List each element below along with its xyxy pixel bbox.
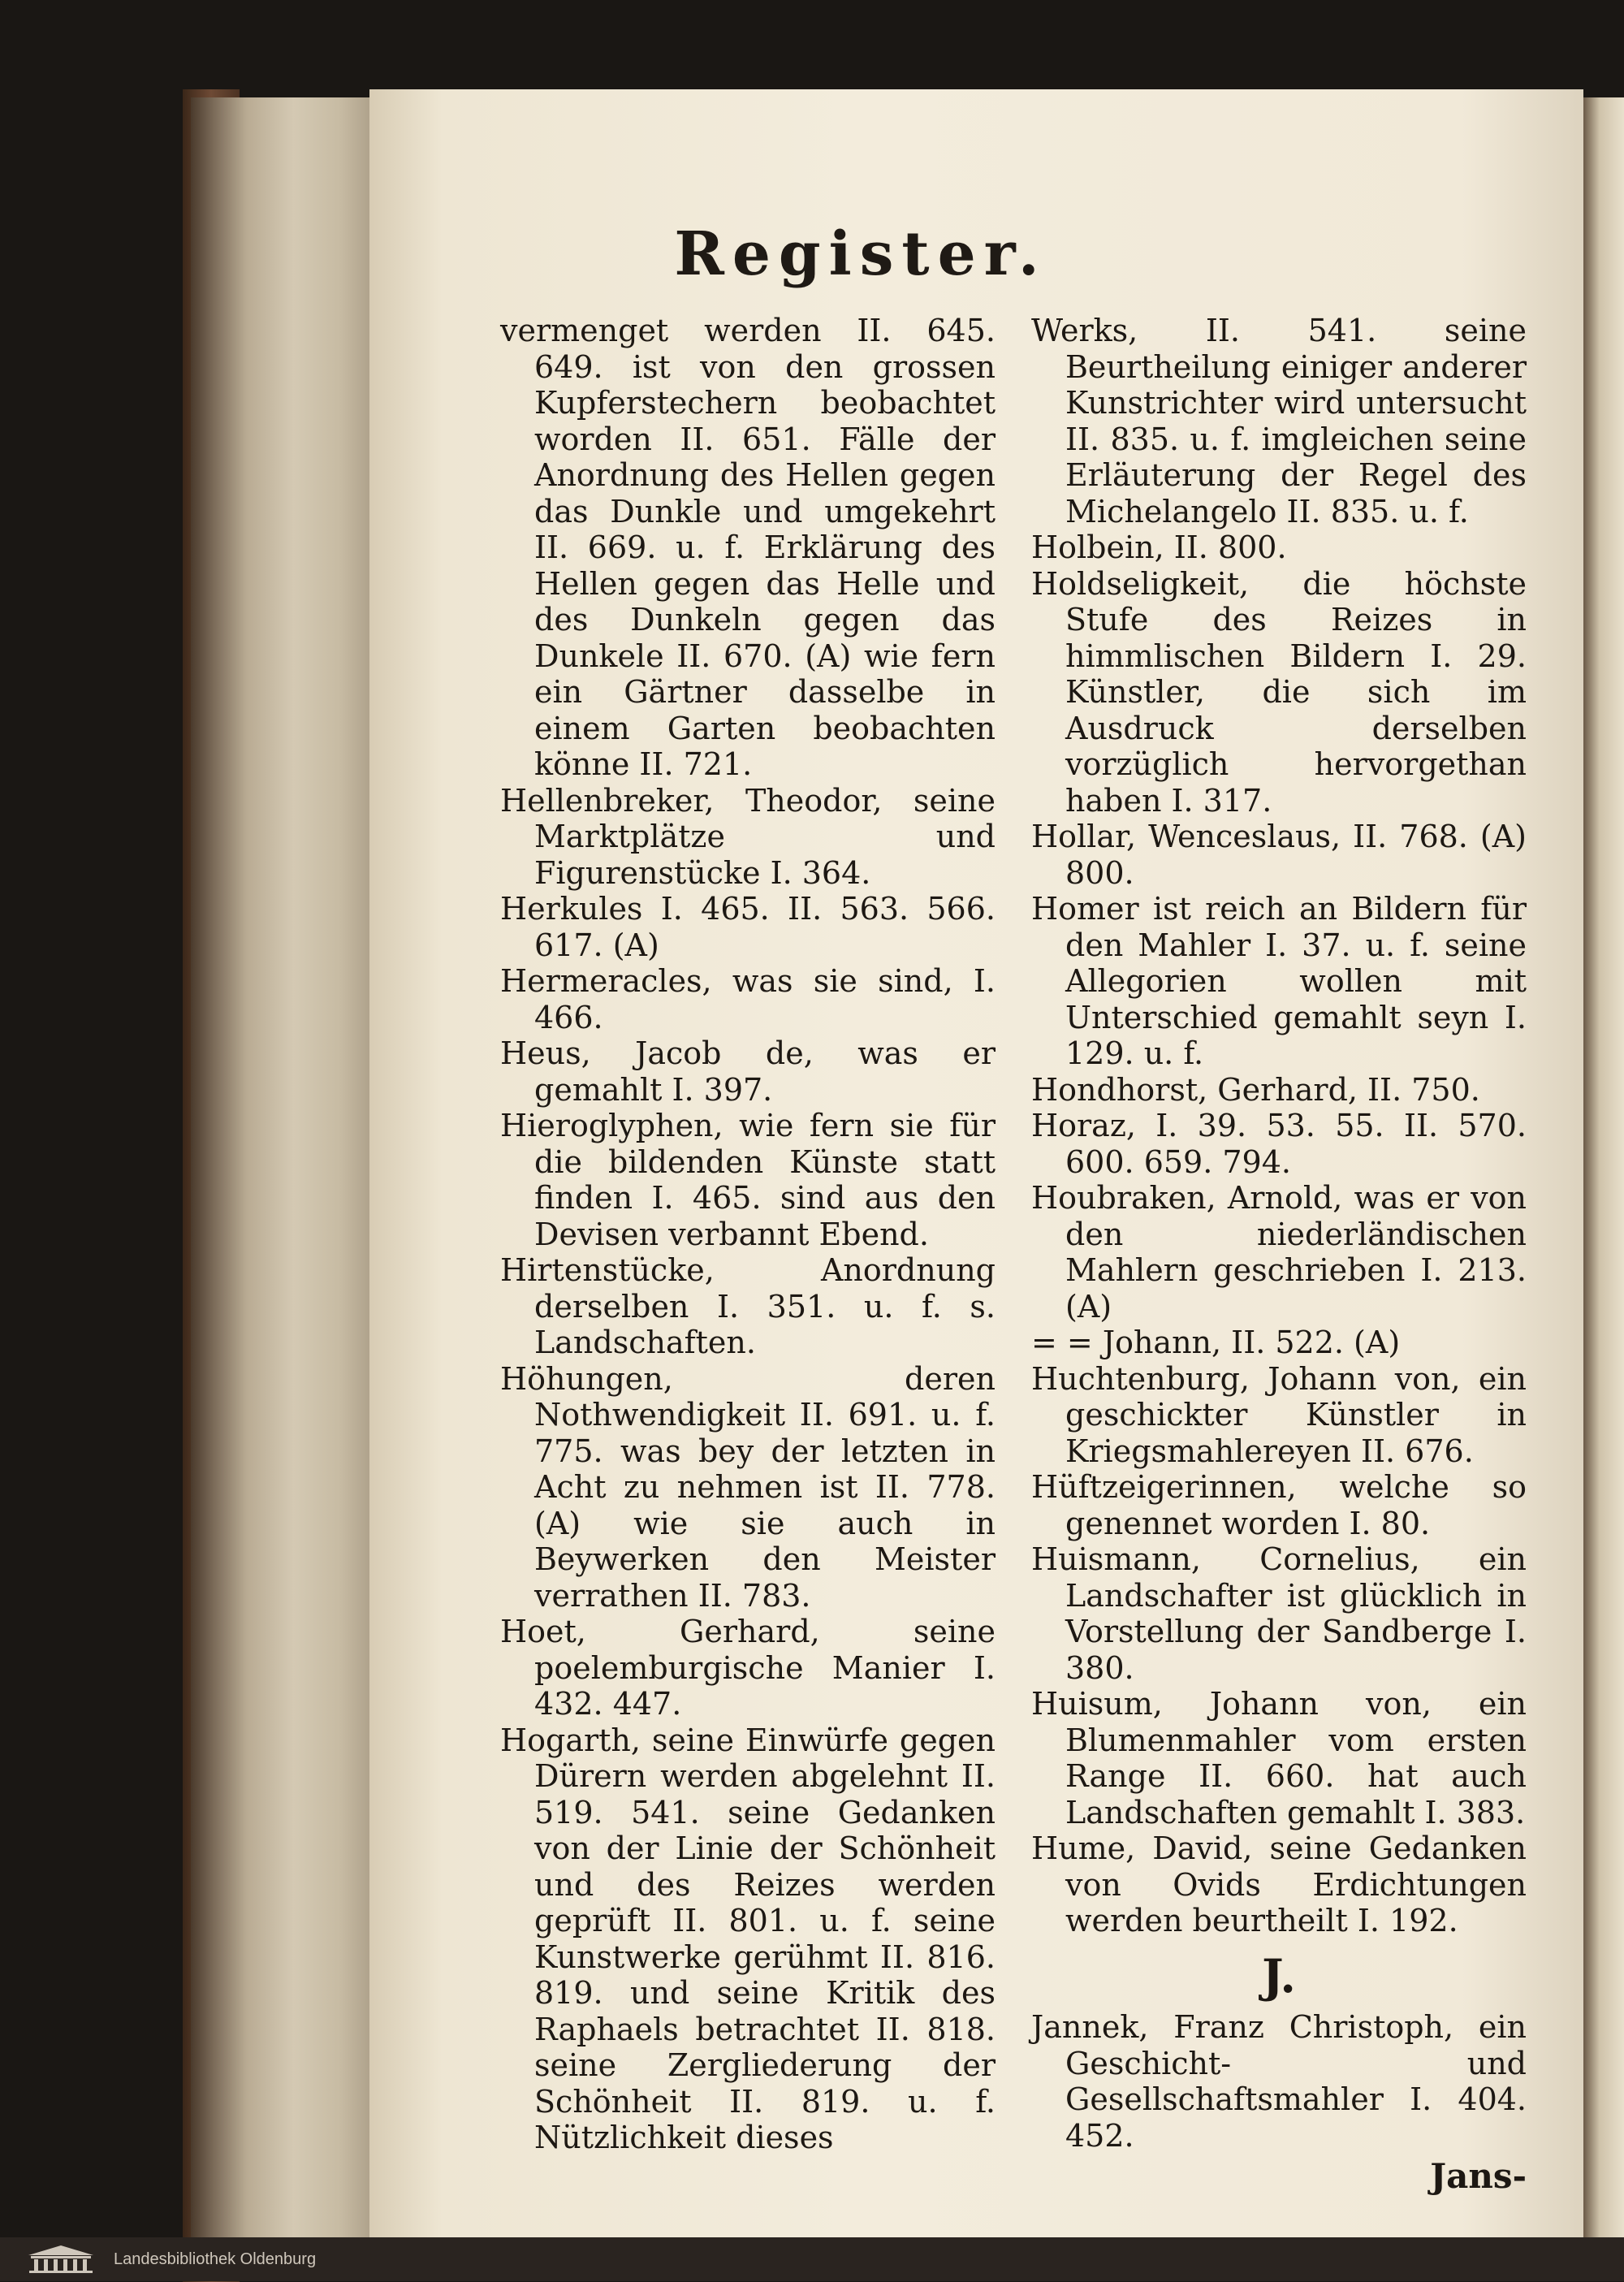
- register-entry: Hüftzeigerinnen, welche so genennet worden I. 80.: [1031, 1469, 1527, 1541]
- section-letter: J.: [1262, 1949, 1296, 2003]
- register-entry: Hoet, Gerhard, seine poelemburgische Manier I. 432. 447.: [500, 1614, 996, 1722]
- register-entry: Hirtenstücke, Anordnung derselben I. 351. u. f. s. Landschaften.: [500, 1252, 996, 1360]
- register-entry: Hollar, Wenceslaus, II. 768. (A) 800.: [1031, 819, 1527, 891]
- register-entry: Hermeracles, was sie sind, I. 466.: [500, 963, 996, 1035]
- register-entry: Homer ist reich an Bildern für den Mahler I. 37. u. f. seine Allegorien wollen mit Unterschied gemahlt seyn I. 129. u. f.: [1031, 891, 1527, 1071]
- library-building-icon: [24, 2244, 97, 2275]
- register-entry: Höhungen, deren Nothwendigkeit II. 691. u. f. 775. was bey der letzten in Acht zu nehmen ist II. 778. (A) wie sie auch in Beywerken den Meister verrathen II. 783.: [500, 1360, 996, 1614]
- register-entry: Horaz, I. 39. 53. 55. II. 570. 600. 659. 794.: [1031, 1108, 1527, 1180]
- register-entry: Hume, David, seine Gedanken von Ovids Erdichtungen werden beurtheilt I. 192.: [1031, 1830, 1527, 1938]
- register-entry: Heus, Jacob de, was er gemahlt I. 397.: [500, 1035, 996, 1108]
- library-name: Landesbibliothek Oldenburg: [114, 2250, 317, 2268]
- register-entry: Holdseligkeit, die höchste Stufe des Reizes in himmlischen Bildern I. 29. Künstler, die sich im Ausdruck derselben vorzüglich hervorgethan haben I. 317.: [1031, 565, 1527, 819]
- catchword: Jans-: [1430, 2156, 1527, 2196]
- library-footer: [0, 2237, 1624, 2281]
- register-entry: Werks, II. 541. seine Beurtheilung einiger anderer Kunstrichter wird untersucht II. 835. u. f. imgleichen seine Erläuterung der Regel des Michelangelo II. 835. u. f.: [1031, 313, 1527, 529]
- page-header: Register.: [674, 219, 1047, 289]
- register-entry: Huchtenburg, Johann von, ein geschickter Künstler in Kriegsmahlereyen II. 676.: [1031, 1360, 1527, 1469]
- left-column: [500, 313, 996, 2156]
- right-column: [1031, 313, 1527, 2195]
- register-entry: Hogarth, seine Einwürfe gegen Dürern werden abgelehnt II. 519. 541. seine Gedanken von der Linie der Schönheit und des Reizes werden geprüft II. 801. u. f. seine Kunstwerke gerühmt II. 816. 819. und seine Kritik des Raphaels betrachtet II. 818. seine Zergliederung der Schönheit II. 819. u. f. Nützlichkeit dieses: [500, 1722, 996, 2155]
- register-entry: Hellenbreker, Theodor, seine Marktplätze und Figurenstücke I. 364.: [500, 782, 996, 891]
- register-entry: vermenget werden II. 645. 649. ist von den grossen Kupferstechern beobachtet worden II. 651. Fälle der Anordnung des Hellen gegen das Dunkle und umgekehrt II. 669. u. f. Erklärung des Hellen gegen das Helle und des Dunkeln gegen das Dunkele II. 670. (A) wie fern ein Gärtner dasselbe in einem Garten beobachten könne II. 721.: [500, 313, 996, 782]
- register-entry: = = Johann, II. 522. (A): [1031, 1325, 1401, 1360]
- register-entry: Jannek, Franz Christoph, ein Geschicht- und Gesellschaftsmahler I. 404. 452.: [1031, 2009, 1527, 2154]
- register-entry: Huisum, Johann von, ein Blumenmahler vom ersten Range II. 660. hat auch Landschaften gemahlt I. 383.: [1031, 1686, 1527, 1830]
- register-entry: Houbraken, Arnold, was er von den niederländischen Mahlern geschrieben I. 213. (A): [1031, 1180, 1527, 1325]
- register-entry: Hondhorst, Gerhard, II. 750.: [1031, 1071, 1480, 1108]
- facing-page-edge: [1583, 97, 1624, 2241]
- register-entry: Herkules I. 465. II. 563. 566. 617. (A): [500, 891, 996, 963]
- page-block-edge: [191, 97, 378, 2274]
- register-entry: Huismann, Cornelius, ein Landschafter ist glücklich in Vorstellung der Sandberge I. 380.: [1031, 1541, 1527, 1686]
- register-entry: Holbein, II. 800.: [1031, 529, 1287, 565]
- register-entry: Hieroglyphen, wie fern sie für die bildenden Künste statt finden I. 465. sind aus den Devisen verbannt Ebend.: [500, 1108, 996, 1252]
